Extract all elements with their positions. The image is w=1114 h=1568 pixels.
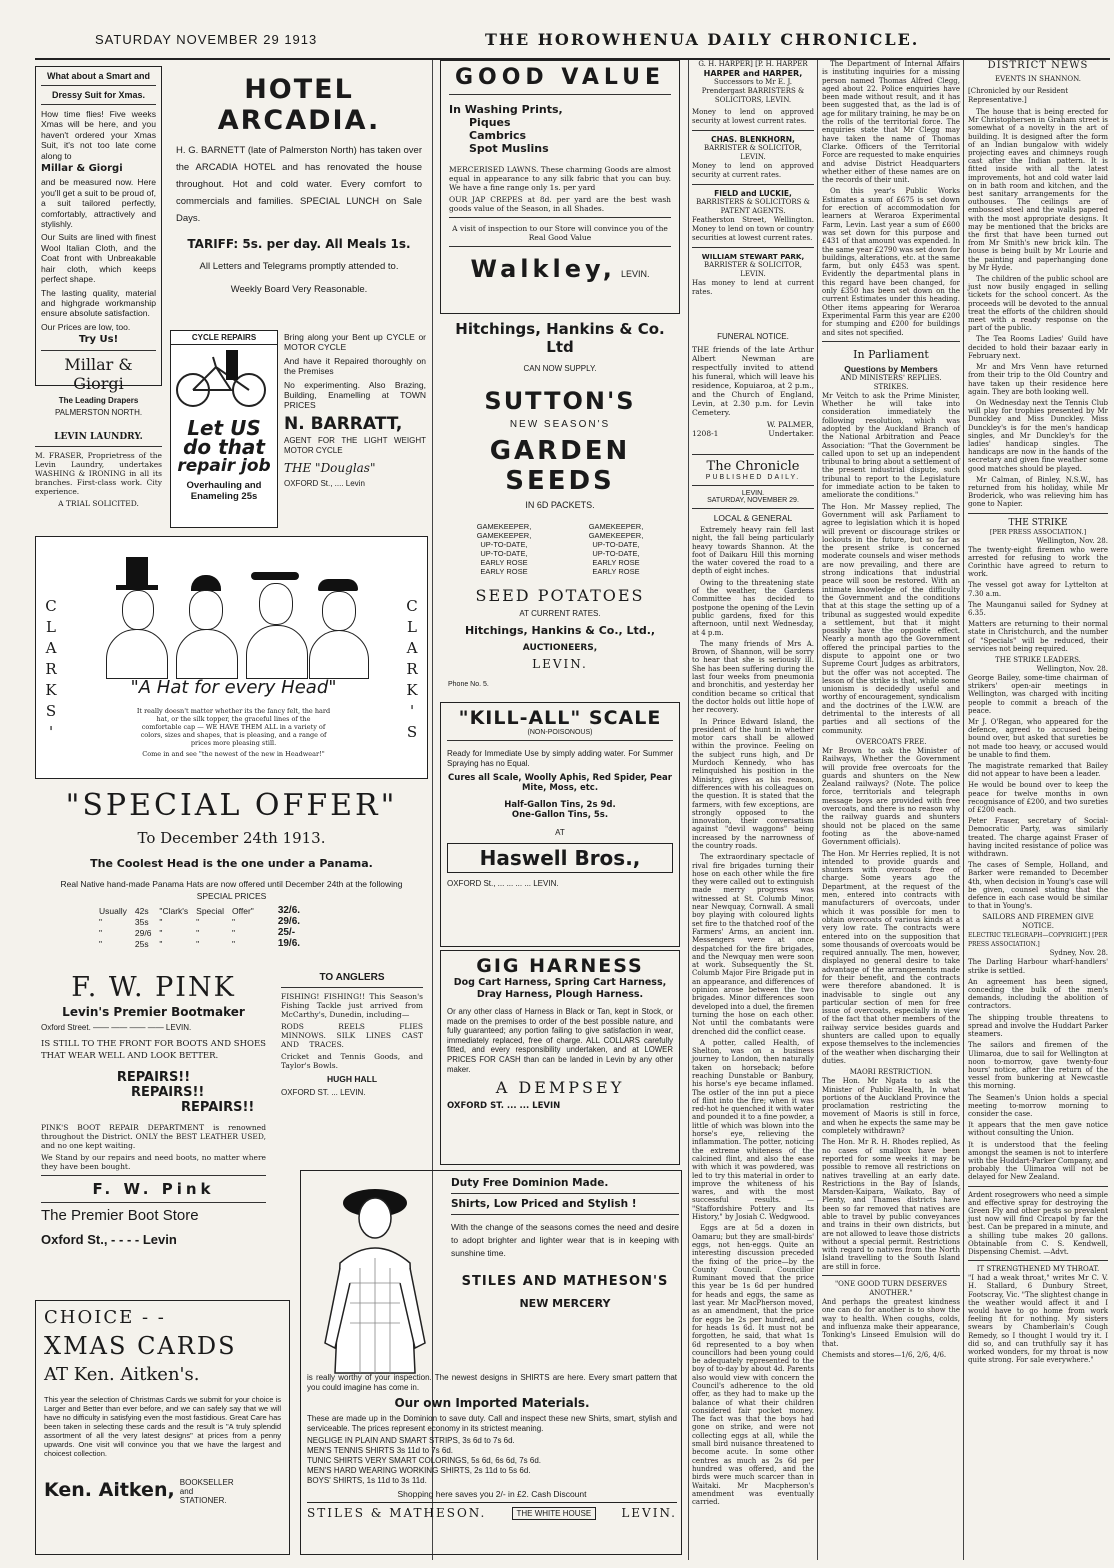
special-offer-ad (35, 782, 428, 967)
stiles-price-item: NEGLIGE IN PLAIN AND SMART STRIPS, 3s 6d to 7s 6d. (307, 1436, 515, 1445)
district-news (968, 108, 1108, 509)
seed-variety: GAMEKEEPER, (588, 522, 644, 531)
hotel-arcadia-ad (170, 66, 428, 324)
sailors-title: SAILORS AND FIREMEN GIVE NOTICE. (982, 913, 1094, 931)
anglers-title: TO ANGLERS (319, 972, 385, 983)
parl-chem: Chemists and stores—1/6, 2/6, 4/6. (822, 1350, 947, 1359)
millar-logo: Millar & Giorgi (64, 354, 133, 393)
aitken-name: Ken. Aitken, (44, 1479, 175, 1501)
cycle-enam: Enameling 25s (190, 491, 258, 502)
clarks-slogan: "A Hat for every Head" (130, 677, 337, 698)
pink-store: The Premier Boot Store (41, 1207, 199, 1224)
seed-variety: UP-TO-DATE, (480, 540, 528, 549)
funeral-role: Undertaker. (768, 429, 814, 438)
field-name: FIELD and LUCKIE, (714, 189, 792, 198)
offer-price-row (95, 916, 304, 927)
parl-p4: The Hon. Mr Herries replied, It is not intended to provide guards and shunters with overcoats free of charge. Some years ago the Department, at the request of the men, entered into contracts with manufacturers of overcoats, under which it was possible for men to obtain overcoats of various kinds at a very low rate. The contracts were entered into on the supposition that some thousands of overcoats would be required annually. The men, however, displayed no general desire to take advantage of the arrangements made for their benefit, and the contracts were therefore abandoned. It is inadvisable to single out any particular section of men for free issue of overcoats, especially in view of the fact that other members of the railway service besides guards and shunters are called upon to equally expose themselves to the inclemencies of the weather when discharging their duties. (822, 849, 960, 1065)
hitchings-title: Hitchings, Hankins & Co. Ltd (455, 320, 665, 356)
column-rule (963, 60, 964, 1560)
hotel-title: HOTEL ARCADIA. (217, 74, 381, 136)
offer-price-cell: " (99, 938, 103, 949)
aitken-xmas: XMAS CARDS (44, 1332, 237, 1360)
clarks-p1: It really doesn't matter whether its the fancy felt, the hard hat, or the silk topper, the graceful lines of the comfortable cap — WE HAVE THEM ALL in a variety of colors, sizes and shapes, that is pleasing, and a range of prices more pleasing still. (136, 707, 331, 747)
leaders-p: The magistrate remarked that Bailey did not appear to have been a leader. (968, 762, 1108, 779)
millar-heading: What about a Smart and (46, 71, 150, 81)
goodvalue-visit: A visit of inspection to our Store will convince you of the Real Good Value (452, 224, 668, 242)
cycle-p2: And have it Repaired thoroughly on the Premises (284, 355, 426, 377)
offer-price-cell: 19/6. (277, 938, 301, 949)
seed-variety: UP-TO-DATE, (480, 549, 528, 558)
offer-text: Real Native hand-made Panama Hats are now offered until December 24th at the following SPECIAL PRICES (60, 879, 403, 901)
good-value-ad (440, 60, 680, 314)
offer-price-cell: 29/6. (277, 916, 301, 927)
masthead (95, 30, 1105, 52)
sailors-p: The Seamen's Union holds a special meeting to-morrow morning to consider the case. (968, 1093, 1108, 1118)
parl-title: In Parliament (853, 347, 929, 361)
offer-price-cell: " (99, 927, 103, 938)
local-news-paragraph: Owing to the threatening state of the weather, the Gardens Committee has decided to postpone the opening of the Levin public gardens, fixed for this afternoon, until next Wednesday, at 4 p.m. (692, 578, 814, 637)
clarks-body (136, 707, 331, 762)
hitchings-place: LEVIN. (532, 657, 588, 671)
seed-variety: EARLY ROSE (592, 558, 640, 567)
parl-p1: Mr Veitch to ask the Prime Minister, Whether he will take into consideration immediately the following resolution, which was adopted by the Auckland Branch of the National Arbitration and Peace Association: "That the Government be called upon to set up an independent tribunal to bring about a settlement of the present industrial dispute, such tribunal to report to the Legislature for immediate action to be taken to ameliorate the conditions." (822, 391, 960, 500)
cycle-ad (170, 330, 428, 530)
anglers-text: FISHING! FISHING!! This Season's Fishing Tackle just arrived from McCarthy's, Dunedin, including— (281, 992, 423, 1019)
sailors-p: An agreement has been signed, conceding the bulk of the men's demands, including the abolition of contractors. (968, 977, 1108, 1011)
offer-price-cell: 35s (134, 916, 149, 927)
killall-at: AT (555, 827, 565, 837)
goodvalue-line: In Washing Prints, (449, 103, 563, 116)
killall-addr: OXFORD St., ... ... ... ... LEVIN. (447, 878, 559, 888)
cycle-over: Overhauling and (186, 480, 262, 491)
chronicle-pub: PUBLISHED DAILY. (705, 474, 801, 481)
district-news-paragraph: Mr and Mrs Venn have returned from their trip to the Old Country and have taken up their residence here again. They are both looking well. (968, 363, 1108, 396)
laundry-text: M. FRASER, Proprietress of the Levin Laundry, undertakes WASHING & IRONING in all its branches. First-class work. City experience. (35, 451, 162, 496)
district-credit: [Chronicled by our Resident Representative.] (968, 87, 1069, 104)
killall-name: Haswell Bros., (447, 843, 673, 873)
leaders-dateline: Wellington, Nov. 28. (1036, 664, 1108, 673)
offer-date: To December 24th 1913. (137, 829, 326, 847)
offer-price-table (95, 905, 304, 949)
stiles-ad (300, 1170, 682, 1555)
district-news-paragraph: On Wednesday next the Tennis Club will play for trophies presented by Mr Dunckley and Miss Dunckley. Miss Dunckley's is for the men's handicap singles, and Mr Dunckley's for the ladies' handicap singles. The handicaps are now in the hands of the secretary and given fine weather some good matches should be played. (968, 398, 1108, 473)
seed-variety: EARLY ROSE (592, 567, 640, 576)
hats-illustration (96, 557, 371, 677)
aitken-choice: CHOICE - - (44, 1307, 166, 1328)
clarks-right: CLARK'S (403, 597, 421, 744)
seed-variety: GAMEKEEPER, (476, 522, 532, 531)
anglers-addr: OXFORD ST. ... LEVIN. (281, 1088, 366, 1097)
local-news-paragraph: A potter, called Health, of Shelton, was on a business journey to London, then naturally taken on horseback; before reaching Dunstable or Banbury, his horse's eye became inflamed. The ostler of the inn put a piece of flint into the fire; when it was red-hot he quenched it with water and pounded it to a fine powder, a little of which was blown into the horse's eye, relieving the inflammation. The potter, noticing the extreme whiteness of the calcined flint, and also the ease with which it was powdered, was led to try this material in order to improve the whiteness of his wares, and with the most successful results. — "Staffordshire Pottery and Its History," by Josiah C. Wedgwood. (692, 1038, 814, 1222)
hitchings-packets: IN 6D PACKETS. (525, 500, 595, 510)
cycle-illustration (170, 330, 278, 528)
stiles-p2: is really worthy of your inspection. The newest designs in SHIRTS are here. Every smart pattern that you could imagine has come in. (307, 1373, 677, 1392)
cycle-p3: No experimenting. Also Brazing, Building, Enamelling at TOWN PRICES (284, 379, 426, 411)
local-news-paragraph: In Prince Edward Island, the president of the hunt in whether motor cars shall be allowed within the province. Feeling on the subject runs high, and Dr Murdoch Kennedy, who has relinquished his position in the Ministry, gives as his reason, differences with his colleagues on the question. It is stated that the farmers, with few exceptions, are strongly opposed to the innovation, their conversatism against "devil waggons" being increased by the narrowness of the country roads. (692, 717, 814, 850)
parl-p7: And perhaps the greatest kindness one can do for another is to show the way to health. When coughs, colds, and influenza make their appearance, Tonking's Linseed Emulsion will do that. (822, 1298, 960, 1348)
strike-p: The vessel got away for Lyttelton at 7.30 a.m. (968, 581, 1108, 598)
works-news-paragraph: The Department of Internal Affairs is instituting inquiries for a missing person named Thomas Alfred Clegg, aged about 22. Police enquiries have been made without result, and it has been suggested that, as the lad is of age for military training, he may be on the rolls of the territorial force. The enquiries state that Mr Clegg may have taken the name of Thomas Clarke. Officers of the Territorial Force are requested to make enquiries and advise District Headquarters whether either of these names are on the records of their unit. (822, 60, 960, 185)
strike-p: The twenty-eight firemen who were arrested for refusing to work the Corinthic have agreed to return to work. (968, 545, 1108, 579)
millar-sub: The Leading Drapers (58, 395, 139, 405)
parl-sub2: AND MINISTERS' REPLIES. (840, 373, 942, 382)
stiles-price-item: MEN'S HARD WEARING WORKING SHIRTS, 2s 11d to 5s 6d. (307, 1466, 531, 1475)
goodvalue-line: Cambrics (469, 129, 527, 142)
seed-variety: EARLY ROSE (480, 558, 528, 567)
gig-harness-ad (440, 950, 680, 1165)
harper-text: Successors to Mr E. J. Prendergast BARRISTERS & SOLICITORS, LEVIN. (701, 78, 805, 104)
offer-cool: The Coolest Head is the one under a Panama. (90, 857, 373, 870)
cycle-let: Let US (187, 416, 261, 440)
district-sub: EVENTS IN SHANNON. (994, 75, 1082, 83)
column-rule (817, 60, 818, 1560)
pink-repairs: REPAIRS!! (131, 1085, 205, 1100)
local-news (692, 526, 814, 1506)
laundry-ad (35, 432, 162, 527)
hotel-tariff: TARIFF: 5s. per day. All Meals 1s. (187, 237, 411, 251)
hitchings-new: NEW SEASON'S (509, 419, 611, 430)
strike-title: THE STRIKE (1008, 517, 1068, 528)
laundry-solicit: A TRIAL SOLICITED. (58, 499, 139, 508)
blenkhorn-title: BARRISTER & SOLICITOR, LEVIN. (703, 144, 802, 161)
millar-heading: Dressy Suit for Xmas. (51, 90, 146, 100)
field-text: Featherston Street, Wellington. Money to lend on town or country securities at lowest current rates. (692, 216, 814, 242)
rose-advt: Ardent rosegrowers who need a simple and effective spray for destroying the Green Fly and other pests so prevalent just now will find Circapol by far the best. Can be prepared in a minute, and a shilling tube makes 20 gallons. Obtainable from C. S. Kendwell, Dispensing Chemist. —Advt. (968, 1190, 1108, 1256)
funeral-title: FUNERAL NOTICE. (717, 332, 789, 341)
local-news-paragraph: The extraordinary spectacle of rival fire brigades turning their hose on each other while the fire they were called out to extinguish made merry progress was witnessed at St. Columb Minor, near Newquay, Cornwall. A small boy playing with coloured lights set fire to the thatched roof of the Farmers' Arms, an ancient inn. Messengers were at once despatched for the fire brigades, and the Newquay men were soon at work. Subsequently the St. Columb Major Fire Brigade put in an appearance, and differences of opinion arose between the two brigades. Minor differences soon developed into a duel, the firemen turning the hose on each other. Not until the combatants were drenched did the conflict cease. (692, 853, 814, 1036)
harper-firm: HARPER and HARPER, (703, 69, 803, 78)
stiles-bottom (307, 1373, 677, 1520)
stiles-imp: Our own Imported Materials. (394, 1396, 590, 1410)
goodvalue-title: GOOD VALUE (454, 65, 666, 90)
hitchings-auct: AUCTIONEERS, (522, 643, 598, 653)
pink-sub: Levin's Premier Bootmaker (62, 1005, 245, 1019)
pink-addr: Oxford Street. —— —— —— —— LEVIN. (41, 1023, 192, 1032)
clarks-left: CLARKS' (42, 597, 60, 744)
district-news-column (968, 60, 1108, 1558)
millar-place: PALMERSTON NORTH. (54, 407, 143, 417)
offer-price-cell: " (159, 916, 163, 927)
stiles-price-item: MEN'S TENNIS SHIRTS 3s 11d to 7s 6d. (307, 1446, 454, 1455)
parl-overcoats: OVERCOATS FREE. (855, 737, 927, 746)
goodvalue-line: Piques (469, 116, 511, 129)
funeral-sig: W. PALMER, (766, 420, 814, 429)
funeral-text: THE friends of the late Arthur Albert Newman are respectfully invited to attend his funeral, which will leave his residence, Kopuiaroa, at 2 p.m., and the Church of England, Levin, at 2.30 p.m. for Levin Cemetery. (692, 345, 814, 417)
stiles-house: THE WHITE HOUSE (512, 1507, 597, 1520)
pink-title: F. W. PINK (71, 972, 236, 1003)
cycle-job: repair job (177, 456, 271, 476)
stiles-firm: STILES & MATHESON. (307, 1506, 487, 1520)
throat-title: IT STRENGTHENED MY THROAT. (976, 1265, 1100, 1274)
funeral-notice (692, 332, 814, 452)
hotel-board: Weekly Board Very Reasonable. (230, 284, 368, 295)
local-news-paragraph: Extremely heavy rain fell last night, the fall being particularly heavy towards Shannon. At the foot of Daikaru Hill this morning the water covered the road to a depth of eight inches. (692, 526, 814, 576)
seed-variety: EARLY ROSE (480, 567, 528, 576)
killall-sub: (NON-POISONOUS) (527, 729, 593, 736)
hitchings-suttons: SUTTON'S (484, 387, 636, 415)
offer-price-cell: 32/6. (277, 905, 301, 916)
column-rule (688, 60, 689, 1560)
millar-giorgi-ad (35, 66, 162, 417)
sailors-p: It appears that the men gave notice without consulting the Union. (968, 1121, 1108, 1138)
stiles-save: Shopping here saves you 2/- in £2. Cash Discount (397, 1489, 587, 1499)
bowler-hat-icon (191, 575, 221, 591)
leaders-p: Peter Fraser, secretary of Social-Democratic Party, was similarly treated. The charge against Fraser of having incited resistance of police was withdrawn. (968, 817, 1108, 859)
cycle-agent: AGENT FOR THE LIGHT WEIGHT MOTOR CYCLE (284, 435, 426, 456)
sailors-p: The sailors and firemen of the Ulimaroa, due to sail for Wellington at noon to-morrow, gave twenty-four hours' notice, after the return of the vessel from bunkering at Newcastle this morning. (968, 1041, 1108, 1091)
offer-price-cell: "Clark's (159, 905, 189, 916)
leaders-p: The cases of Semple, Holland, and Barker were remanded to December 4th, when decision in Young's case will be given, counsel stating that the defence in each case would be similar to that in Young's. (968, 861, 1108, 911)
sailors-p: The Darling Harbour wharf-handlers' strike is settled. (968, 958, 1108, 975)
goodvalue-lawns: MERCERISED LAWNS. These charming Goods are almost equal in appearance to any silk fabric that you can buy. We have a fine range only 1s. per yard (449, 165, 671, 192)
killall-cures: Cures all Scale, Woolly Aphis, Red Spider, Pear Mite, Moss, etc. (448, 772, 672, 794)
hitchings-supply: CAN NOW SUPPLY. (523, 364, 597, 373)
pink-repairs: REPAIRS!! (181, 1100, 255, 1115)
chronicle-title: The Chronicle (706, 459, 800, 474)
field-title: BARRISTERS & SOLICITORS & PATENT AGENTS. (696, 198, 810, 215)
funeral-ref: 1208-1 (692, 429, 719, 438)
district-news-paragraph: The Tea Rooms Ladies' Guild have decided to hold their bazaar early in February next. (968, 335, 1108, 360)
chronicle-place: LEVIN. (741, 490, 765, 497)
bicycle-icon (171, 345, 276, 415)
stiles-text: With the change of the seasons comes the need and desire to adopt brighter and lighter wear that is in keeping with sunshine time. (451, 1222, 679, 1258)
killall-ad (440, 702, 680, 947)
strike-assoc: [PER PRESS ASSOCIATION.] (989, 527, 1087, 536)
offer-price-cell: " (232, 916, 236, 927)
hitchings-rates: AT CURRENT RATES. (519, 609, 601, 618)
pink-dept: PINK'S BOOT REPAIR DEPARTMENT is renowned throughout the District. ONLY the BEST LEATHER USED, and no one kept waiting. (41, 1123, 266, 1150)
goodvalue-line: Spot Muslins (469, 142, 549, 155)
hitchings-ad (440, 318, 680, 698)
cycle-p1: Bring along your Bent up CYCLE or MOTOR CYCLE (284, 332, 426, 353)
local-news-paragraph: Eggs are at 5d a dozen in Oamaru; but they are small-birds' eggs, not hen-eggs. Quite an interesting discussion preceded the fixing of the price—by the County Council. Councillor Ruminant moved that the price this year be 1s 6d per hundred for heads and eggs, the same as last year. Mr MacPherson moved, as an amendment, that the price for eggs be 2s per hundred, and for heads 1s 6d. It must not be forgotten, he said, that what 1s 6d represented to a boy when councillors had been young could be adequately represented to the boy of to-day by about 4d. Parents also would view with concern the Council's adherence to the old offer, as they had to make up the balance of what their children considered fair pocket money. The fact was that the boys had gone on strike, and were not collecting eggs at all, while the small bird nuisance threatened to become acute. In some other centres as much as 2s 6d per hundred was offered, and the birds were much scarcer than in Waitaki. Mr Macpherson's amendment was eventually carried. (692, 1224, 814, 1507)
gig-sub: Dog Cart Harness, Spring Cart Harness, Dray Harness, Plough Harness. (453, 977, 667, 1000)
hotel-text: H. G. BARNETT (late of Palmerston North) has taken over the ARCADIA HOTEL and has renovated the house throughout. Hot and cold water. Every comfort to commercials and families. SPECIAL LUNCH on Sale Days. (176, 145, 422, 224)
offer-price-row (95, 905, 304, 916)
hitchings-firm: Hitchings, Hankins & Co., Ltd., (464, 624, 656, 637)
offer-price-cell: " (159, 927, 163, 938)
cycle-addr: OXFORD St., .... Levin (284, 478, 365, 488)
man-in-shirt-illustration (305, 1173, 445, 1373)
offer-price-cell: " (196, 916, 200, 927)
stiles-p3: These are made up in the Dominion to save duty. Call and inspect these new Shirts, smart, stylish and serviceable. The prices represent economy in its strictest meaning. (307, 1414, 677, 1433)
stiles-h2: Shirts, Low Priced and Stylish ! (451, 1198, 637, 1210)
laundry-title: LEVIN LAUNDRY. (54, 432, 143, 442)
offer-price-cell: 25/- (277, 927, 296, 938)
district-news-paragraph: The house that is being erected for Mr Christophersen in Graham street is somewhat of a novelty in the art of building. It is designed after the form of an Indian bungalow with widely projecting eaves and chimneys rough cast after the Indian pattern. It is fitted inside with all the latest improvements, hot and cold water laid on in bath room and kitchen, and the best sanitary arrangements for the outhouses. The ceilings are of embossed steel and the walls papered with the most appropriate designs. It may be mentioned that the bricks are the first that have been turned out from Mr Smith's new brick kiln. The house is being built by Mr Lourie and the painting and paperhanging done by Mr Hyde. (968, 108, 1108, 272)
leaders-p: Mr J. O'Regan, who appeared for the defence, agreed to accused being bound over, but asked that sureties be not made too heavy, or accused would be unable to find them. (968, 718, 1108, 759)
cycle-do: do that (183, 435, 265, 459)
works-news-paragraph: On this year's Public Works Estimates a sum of £675 is set down for erection of accommodation for learners at Weraroa Experimental Farm, Levin. Last year a sum of £600 was set down for this purpose and £431 of that amount was expended. In the same year £2790 was set down for buildings, alterations, etc. at the same farm, but only £453 was spent. Evidently the departmental plans in this regard have been changed, for only £350 has been set down on the current Estimates under this heading. Other items appearing for Weraroa Experimental Farm this year are £200 for stumping and £200 for buildings and sites not specified. (822, 187, 960, 337)
works-news (822, 60, 960, 337)
parl-p6: The Hon. Mr R. H. Rhodes replied, As no cases of smallpox have been reported for some weeks it may be possible to remove all restrictions on natives travelling at an early date. Restrictions in the Bay of Islands, Marsden-Kaipara, Waikato, Bay of Plenty, and Thames districts have been so far removed that natives are able to travel by public conveyances and trains in their own districts, but are not allowed to leave those districts without a special permit. Restrictions with regard to natives from the North Island travelling to the South Island are still in force. (822, 1138, 961, 1271)
stiles-right (451, 1177, 679, 1310)
killall-one: One-Gallon Tins, 5s. (511, 809, 609, 820)
parl-maori: MAORI RESTRICTION. (849, 1068, 933, 1077)
local-section-title: LOCAL & GENERAL (713, 513, 793, 523)
blenkhorn-money: Money to lend on approved security at current rates. (692, 162, 814, 179)
harper-names: G. H. HARPER] [P. H. HARPER (698, 60, 808, 68)
masthead-date: SATURDAY NOVEMBER 29 1913 (95, 32, 318, 47)
gig-text: Or any other class of Harness in Black or Tan, kept in Stock, or made on the premises to order of the best possible nature, and fully guaranteed; any portion failing to give satisfaction in wear, immediately replaced, free of charge. ALL COLLARS carefully fitted, and every responsibility undertaken, and at LOWER PRICES FOR CASH than can be landed in Levin by any other maker. (447, 1007, 673, 1074)
district-news-paragraph: The children of the public school are just now busily engaged in selling tickets for the school concert. As the proceeds will be devoted to the annual treat the efforts of the children should meet with a ready response on the part of the public. (968, 275, 1108, 333)
anglers-ad (277, 968, 427, 1143)
aitken-at: AT Ken. Aitken's. (44, 1364, 200, 1385)
stiles-price-item: TUNIC SHIRTS VERY SMART COLORINGS, 5s 6d, 6s 6d, 7s 6d. (307, 1456, 542, 1465)
stiles-price-list (307, 1436, 677, 1486)
parl-turn: "ONE GOOD TURN DESERVES ANOTHER." (834, 1280, 948, 1298)
strike-p: The Maunganui sailed for Sydney at 6.35. (968, 600, 1108, 617)
parl-p5: The Hon. Mr Ngata to ask the Minister of Public Health, In what portions of the Auckland Province the proclamation restricting the movement of Maoris is still in force, and when he expects the same may be completely withdrawn? (822, 1077, 960, 1136)
millar-name: Millar & Giorgi (41, 163, 123, 175)
pink-stand: We Stand by our repairs and need boots, no matter where they have been bought. (41, 1153, 266, 1171)
local-general-column (692, 450, 814, 1558)
hitchings-garden: GARDEN SEEDS (489, 436, 631, 496)
millar-text: Our Prices are low, too. (41, 321, 131, 332)
cycle-douglas: THE "Douglas" (284, 460, 376, 475)
aitken-ad (35, 1300, 290, 1555)
offer-price-cell: " (99, 916, 103, 927)
cycle-text (284, 332, 426, 528)
stiles-mercery: NEW MERCERY (519, 1297, 611, 1310)
seed-list (448, 522, 672, 576)
pink-text: IS STILL TO THE FRONT FOR BOOTS AND SHOES THAT WEAR WELL AND LOOK BETTER. (41, 1039, 266, 1061)
cycle-name: N. BARRATT, (284, 413, 403, 434)
cap-icon (318, 579, 358, 591)
boater-hat-icon (251, 572, 299, 580)
stiles-price-item: BOYS' SHIRTS, 1s 11d to 3s 11d. (307, 1476, 427, 1485)
sailors-dateline: Sydney, Nov. 28. (1049, 949, 1108, 958)
parliament-column (822, 60, 960, 1558)
masthead-title: THE HOROWHENUA DAILY CHRONICLE. (485, 30, 920, 49)
hitchings-potatoes: SEED POTATOES (475, 586, 645, 605)
sailors-tele: ELECTRIC TELEGRAPH—COPYRIGHT.] [PER PRESS ASSOCIATION.] (968, 932, 1108, 949)
legal-cards (692, 60, 814, 330)
strike-p: Matters are returning to their normal state in Christchurch, and the number of "Specials" will be reduced, their services not being required. (968, 620, 1108, 653)
leaders-p: George Bailey, some-time chairman of strikers' open-air meetings in Wellington, was charged with inciting people to commit a breach of the peace. (968, 673, 1108, 715)
millar-text: Our Suits are lined with finest Wool Italian Cloth, and the Coat front with Unbreakable hair cloth, which keeps perfect shape. (41, 232, 156, 285)
millar-text: and be measured now. Here you'll get a suit to be proud of, a suit tailored perfectly, comfortably, attractively and stylishly. (41, 177, 156, 230)
leaders-title: THE STRIKE LEADERS. (995, 655, 1081, 664)
offer-price-cell: 29/6 (134, 927, 152, 938)
stiles-place: LEVIN. (621, 1506, 677, 1520)
offer-price-cell: " (196, 938, 200, 949)
killall-ready: Ready for Immediate Use by simply adding water. For Summer Spraying has no Equal. (447, 749, 673, 769)
gig-name: A DEMPSEY (495, 1078, 625, 1098)
chronicle-date: SATURDAY, NOVEMBER 29. (707, 497, 799, 504)
stiles-logo: STILES AND MATHESON'S (461, 1274, 669, 1289)
goodvalue-name: Walkley, (470, 255, 616, 283)
parl-sub: Questions by Members (844, 363, 938, 374)
district-title: DISTRICT NEWS (987, 60, 1089, 71)
pink-ad (35, 968, 272, 1293)
local-news-paragraph: The many friends of Mrs A. Brown, of Shannon, will be sorry to hear that she is seriously ill. She has been suffering during the last four weeks from pneumonia and bronchitis, and yesterday her condition became so critical that the doctor holds out little hope of her recovery. (692, 639, 814, 715)
parl-p3: Mr Brown to ask the Minister of Railways, Whether the Government will provide free overcoats for the guards and shunters on the New Zealand railways? (Note. The police force, territorials and telegraph message boys are provided with free overcoats, and there is no reason why the railway guards and shunters should not be placed on the same footing as the above-named Government officials). (822, 746, 960, 847)
killall-half: Half-Gallon Tins, 2s 9d. (504, 799, 616, 810)
offer-price-cell: " (232, 938, 236, 949)
hotel-letters: All Letters and Telegrams promptly attended to. (199, 261, 399, 272)
millar-try: Try Us! (78, 334, 119, 346)
seed-variety: UP-TO-DATE, (592, 549, 640, 558)
cycle-sign: CYCLE REPAIRS (171, 331, 277, 345)
hitchings-phone: Phone No. 5. (448, 681, 489, 688)
seed-variety: GAMEKEEPER, (476, 531, 532, 540)
clarks-ad (35, 536, 428, 779)
gig-addr: OXFORD ST. ... ... LEVIN (447, 1101, 561, 1112)
gig-title: GIG HARNESS (476, 955, 644, 977)
millar-text: The lasting quality, material and highgrade workmanship ensure absolute satisfaction. (41, 287, 156, 319)
park-name: WILLIAM STEWART PARK, (701, 252, 805, 261)
aitken-text: This year the selection of Christmas Cards we submit for your choice is Larger and Better than ever before, and we can safely say that we will have no difficulty in satisfying even the most fastidious. Great Care has been taken in selecting these cards and the result is "A truly splendid assortment of all the very latest designs" at prices from a penny upwards. One visit will convince you that we have the largest and choicest collection. (44, 1395, 281, 1458)
sailors-p: The shipping trouble threatens to spread and involve the Huddart Parker steamers. (968, 1013, 1108, 1039)
leaders-p: He would be bound over to keep the peace for twelve months in own recognisance of £200, and two sureties of £200 each. (968, 781, 1108, 815)
park-title: BARRISTER & SOLICITOR, LEVIN. (703, 261, 802, 278)
parl-p2: The Hon. Mr Massey replied, The Government will ask Parliament to agree to legislation which it is hoped will prevent or discourage strikes or lockouts in the future, but so far as the present strike is concerned moderate counsels and wiser methods are now prevailing, and there are strong indications that industrial peace will soon be restored. With an intimate knowledge of the difficulty the Government and the conditions that at this stage the setting up of a tribunal as suggested would expedite a settlement, but that it might possibly have the opposite effect. Nearly a month ago the Government offered the principal parties to the dispute to appoint one or two Supreme Court Judges as arbitrators, but the offer was not accepted. The lesson of the strike is that, while some unionism is decidedly useful and worthy of encouragement, syndicalism and the doctrines of the I.W.W. are detrimental to the interests of all parties and all sections of the community. (822, 502, 960, 735)
offer-price-cell: " (232, 927, 236, 938)
offer-price-cell: Offer" (232, 905, 254, 916)
offer-price-cell: " (159, 938, 163, 949)
offer-price-cell: Usually (99, 905, 127, 916)
aitken-trade: BOOKSELLER and STATIONER. (179, 1478, 234, 1505)
blenkhorn-name: CHAS. BLENKHORN, (711, 135, 795, 144)
offer-price-cell: 25s (134, 938, 149, 949)
offer-price-row (95, 927, 304, 938)
offer-title: "SPECIAL OFFER" (65, 788, 398, 823)
harper-money: Money to lend on approved security at lowest current rates. (692, 108, 814, 125)
pink-logo: F. W. Pink (92, 1180, 215, 1198)
anglers-name: HUGH HALL (326, 1074, 378, 1084)
killall-title: "KILL-ALL" SCALE (458, 707, 662, 729)
goodvalue-place: LEVIN. (620, 269, 650, 279)
parl-strikes: STRIKES. (873, 382, 909, 391)
offer-price-row (95, 938, 304, 949)
pink-repairs: REPAIRS!! (116, 1070, 191, 1085)
offer-price-cell: 42s (134, 905, 149, 916)
face-icon (122, 590, 154, 630)
offer-price-cell: Special (196, 905, 225, 916)
clarks-p2: Come in and see "the newest of the new in Headwear!" (142, 750, 325, 758)
seed-variety: UP-TO-DATE, (592, 540, 640, 549)
top-hat-icon (126, 557, 148, 587)
seed-variety: GAMEKEEPER, (588, 531, 644, 540)
sailors-p: It is understood that the feeling amongst the seamen is not to interfere with the Huddart-Parker Company, and probably the Ulimaroa will not be delayed for New Zealand. (968, 1140, 1108, 1182)
goodvalue-crepes: OUR JAP CREPES at 8d. per yard are the best wash goods value of the Season, in all Shades. (449, 195, 671, 213)
millar-text: How time flies! Five weeks Xmas will be here, and you haven't ordered your Xmas Suit, it's not too late come along to (41, 109, 156, 161)
park-money: Has money to lend at current rates. (692, 279, 814, 296)
district-news-paragraph: Mr Calman, of Binley, N.S.W., has returned from his holiday, while Mr Broderick, who was relieving him has gone to Napier. (968, 475, 1108, 509)
stiles-h1: Duty Free Dominion Made. (451, 1177, 609, 1189)
strike-dateline: Wellington, Nov. 28. (1036, 536, 1108, 545)
anglers-items: RODS REELS FLIES MINNOWS. SILK LINES CAST AND TRACES. (281, 1022, 423, 1049)
pink-oxford: Oxford St., - - - - Levin (41, 1232, 177, 1247)
offer-price-cell: " (196, 927, 200, 938)
throat-text: "I had a weak throat," writes Mr C. V. H. Stallard, 6 Dunbury Street, Footscray, Vic. "The slightest change in the weather would affect it and I would have to go home from work feeling fit for nothing. My sisters swears by Chamberlain's Cough Remedy, so I thought I would try it. I did so, and can truthfully say it has worked wonders, for my throat is now quite strong. For sale everywhere." (968, 1274, 1108, 1365)
anglers-cricket: Cricket and Tennis Goods, and Taylor's Bowls. (281, 1052, 423, 1070)
